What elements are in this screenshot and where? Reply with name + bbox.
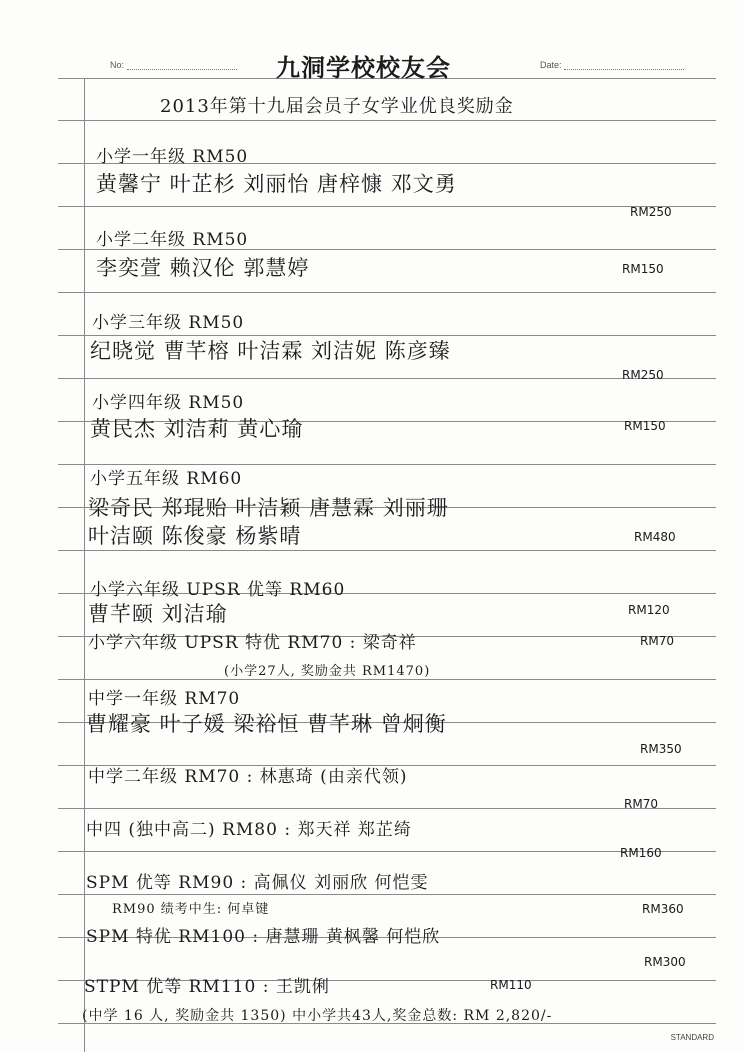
name-list: 纪晓觉 曹芊榕 叶洁霖 刘洁妮 陈彦臻 <box>90 339 451 363</box>
name-list: 黄民杰 刘洁莉 黄心瑜 <box>90 417 304 441</box>
no-field: No: <box>110 60 237 70</box>
section-total: RM350 <box>640 742 682 756</box>
ruled-line <box>58 808 716 809</box>
ruled-line <box>58 292 716 293</box>
name-list: 叶洁颐 陈俊豪 杨紫晴 <box>88 524 302 548</box>
section-total: RM150 <box>624 419 666 433</box>
award-line: SPM 优等 RM90 : 高佩仪 刘丽欣 何恺雯 <box>86 873 429 893</box>
award-line: STPM 优等 RM110 : 王凯俐 <box>84 977 330 997</box>
section-heading: 小学五年级 RM60 <box>90 469 243 489</box>
ruled-line <box>58 851 716 852</box>
section-total: RM250 <box>630 205 672 219</box>
section-total: RM70 <box>624 797 658 811</box>
ruled-line <box>58 378 716 379</box>
award-line: 中四 (独中高二) RM80 : 郑天祥 郑芷绮 <box>86 820 412 840</box>
page-subtitle: 2013年第十九届会员子女学业优良奖励金 <box>160 96 514 117</box>
paper-brand: STANDARD <box>670 1033 714 1042</box>
award-line: 中学二年级 RM70 : 林惠琦 (由亲代领) <box>88 767 408 787</box>
ruled-line <box>58 894 716 895</box>
name-list: 曹芊颐 刘洁瑜 <box>88 602 228 626</box>
section-total: RM150 <box>622 262 664 276</box>
name-list: 曹耀豪 叶子媛 梁裕恒 曹芊琳 曾炯衡 <box>86 712 447 736</box>
ruled-line <box>58 679 716 680</box>
date-field: Date: <box>540 60 684 70</box>
margin-line <box>84 78 85 1052</box>
page-title: 九洞学校校友会 <box>276 53 451 82</box>
name-list: 黄馨宁 叶芷杉 刘丽怡 唐梓慷 邓文勇 <box>96 172 457 196</box>
section-total: RM70 <box>640 634 674 648</box>
section-heading: 小学一年级 RM50 <box>96 147 249 167</box>
section-heading: 小学二年级 RM50 <box>96 230 249 250</box>
award-line: SPM 特优 RM100 : 唐慧珊 黄枫馨 何恺欣 <box>86 927 441 947</box>
award-line: 小学六年级 UPSR 特优 RM70 : 梁奇祥 <box>88 633 417 653</box>
name-list: 李奕萱 赖汉伦 郭慧婷 <box>96 256 310 280</box>
section-heading: 中学一年级 RM70 <box>88 689 241 709</box>
subtotal-note: (小学27人, 奖励金共 RM1470) <box>224 664 431 679</box>
section-total: RM360 <box>642 902 684 916</box>
name-list: 梁奇民 郑琨贻 叶洁颖 唐慧霖 刘丽珊 <box>88 496 449 520</box>
section-total: RM480 <box>634 530 676 544</box>
ruled-line <box>58 550 716 551</box>
award-subline: RM90 绩考中生: 何卓键 <box>112 902 270 917</box>
ruled-line <box>58 120 716 121</box>
section-total: RM300 <box>644 955 686 969</box>
section-heading: 小学四年级 RM50 <box>92 393 245 413</box>
ruled-line <box>58 206 716 207</box>
award-amount: RM110 <box>490 978 532 992</box>
section-heading: 小学三年级 RM50 <box>92 313 245 333</box>
section-heading: 小学六年级 UPSR 优等 RM60 <box>90 580 346 600</box>
section-total: RM120 <box>628 603 670 617</box>
section-total: RM250 <box>622 368 664 382</box>
grand-total-line: (中学 16 人, 奖励金共 1350) 中小学共43人,奖金总数: RM 2,820/- <box>82 1008 553 1024</box>
section-total: RM160 <box>620 846 662 860</box>
